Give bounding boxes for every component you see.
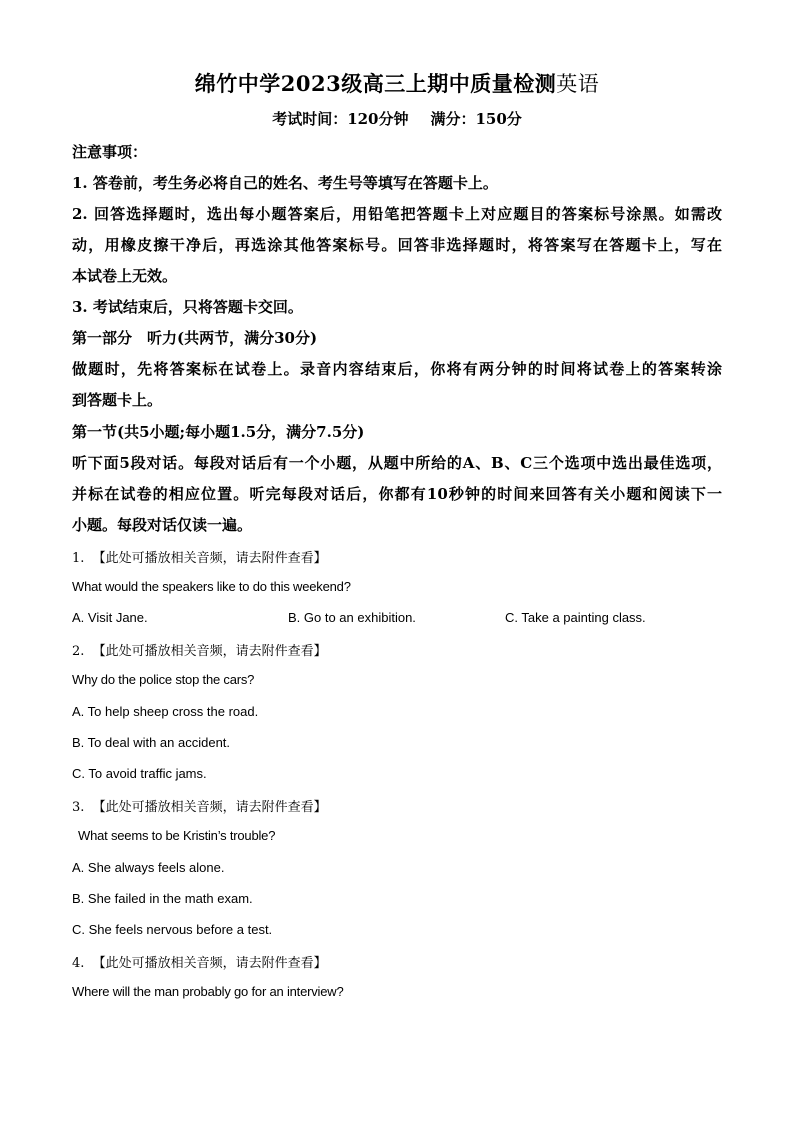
question-4-stem: Where will the man probably go for an interview? [72,984,344,999]
question-number: 2. [72,644,85,659]
part1-instruction-line-1: 做题时，先将答案标在试卷上。录音内容结束后，你将有两分钟的时间将试卷上的答案转涂 [72,360,722,378]
audio-note[interactable]: 【此处可播放相关音频，请去附件查看】 [92,644,327,659]
question-1-option-b: B. Go to an exhibition. [288,610,416,625]
question-2-option-b: B. To deal with an accident. [72,735,231,750]
question-1-stem: What would the speakers like to do this weekend? [72,579,351,594]
question-1-audio [72,547,327,566]
audio-note[interactable]: 【此处可播放相关音频，请去附件查看】 [92,551,327,566]
question-2-stem: Why do the police stop the cars? [72,672,255,687]
section1-instruction-line-1: 听下面5段对话。每段对话后有一个小题，从题中所给的A、B、C三个选项中选出最佳选项， [72,454,722,472]
exam-subject: 英语 [556,72,600,96]
audio-note[interactable]: 【此处可播放相关音频，请去附件查看】 [92,956,327,971]
note-1: 1. 答卷前，考生务必将自己的姓名、考生号等填写在答题卡上。 [72,174,498,192]
note-2-line-3: 本试卷上无效。 [72,267,178,285]
page-title [0,68,794,98]
exam-title: 绵竹中学2023级高三上期中质量检测 [194,71,557,96]
question-4-audio [72,952,327,971]
exam-score: 满分：150分 [430,110,522,128]
question-number: 4. [72,956,85,971]
part1-heading: 第一部分 听力(共两节，满分30分) [72,329,318,347]
question-1-option-c: C. Take a painting class. [505,610,646,625]
question-2-option-c: C. To avoid traffic jams. [72,766,207,781]
exam-time: 考试时间：120分钟 [272,110,409,128]
note-2-line-2: 动，用橡皮擦干净后，再选涂其他答案标号。回答非选择题时，将答案写在答题卡上，写在 [72,236,722,254]
section1-instruction-line-3: 小题。每段对话仅读一遍。 [72,516,253,534]
part1-instruction-line-2: 到答题卡上。 [72,391,163,409]
question-2-audio [72,640,327,659]
question-3-option-b: B. She failed in the math exam. [72,891,253,906]
note-3: 3. 考试结束后，只将答题卡交回。 [72,298,303,316]
question-2-option-a: A. To help sheep cross the road. [72,704,259,719]
question-number: 1. [72,551,85,566]
exam-meta [0,108,794,129]
notes-heading: 注意事项： [72,143,148,161]
section1-heading: 第一节(共5小题;每小题1.5分，满分7.5分) [72,423,365,441]
note-2-line-1: 2. 回答选择题时，选出每小题答案后，用铅笔把答题卡上对应题目的答案标号涂黑。如需改 [72,205,722,223]
question-3-option-a: A. She always feels alone. [72,860,225,875]
question-3-option-c: C. She feels nervous before a test. [72,922,273,937]
question-number: 3. [72,800,85,815]
section1-instruction-line-2: 并标在试卷的相应位置。听完每段对话后，你都有10秒钟的时间来回答有关小题和阅读下一 [72,485,722,503]
question-1-option-a: A. Visit Jane. [72,610,148,625]
question-3-stem: What seems to be Kristin’s trouble? [78,828,276,843]
audio-note[interactable]: 【此处可播放相关音频，请去附件查看】 [92,800,327,815]
question-3-audio [72,796,327,815]
